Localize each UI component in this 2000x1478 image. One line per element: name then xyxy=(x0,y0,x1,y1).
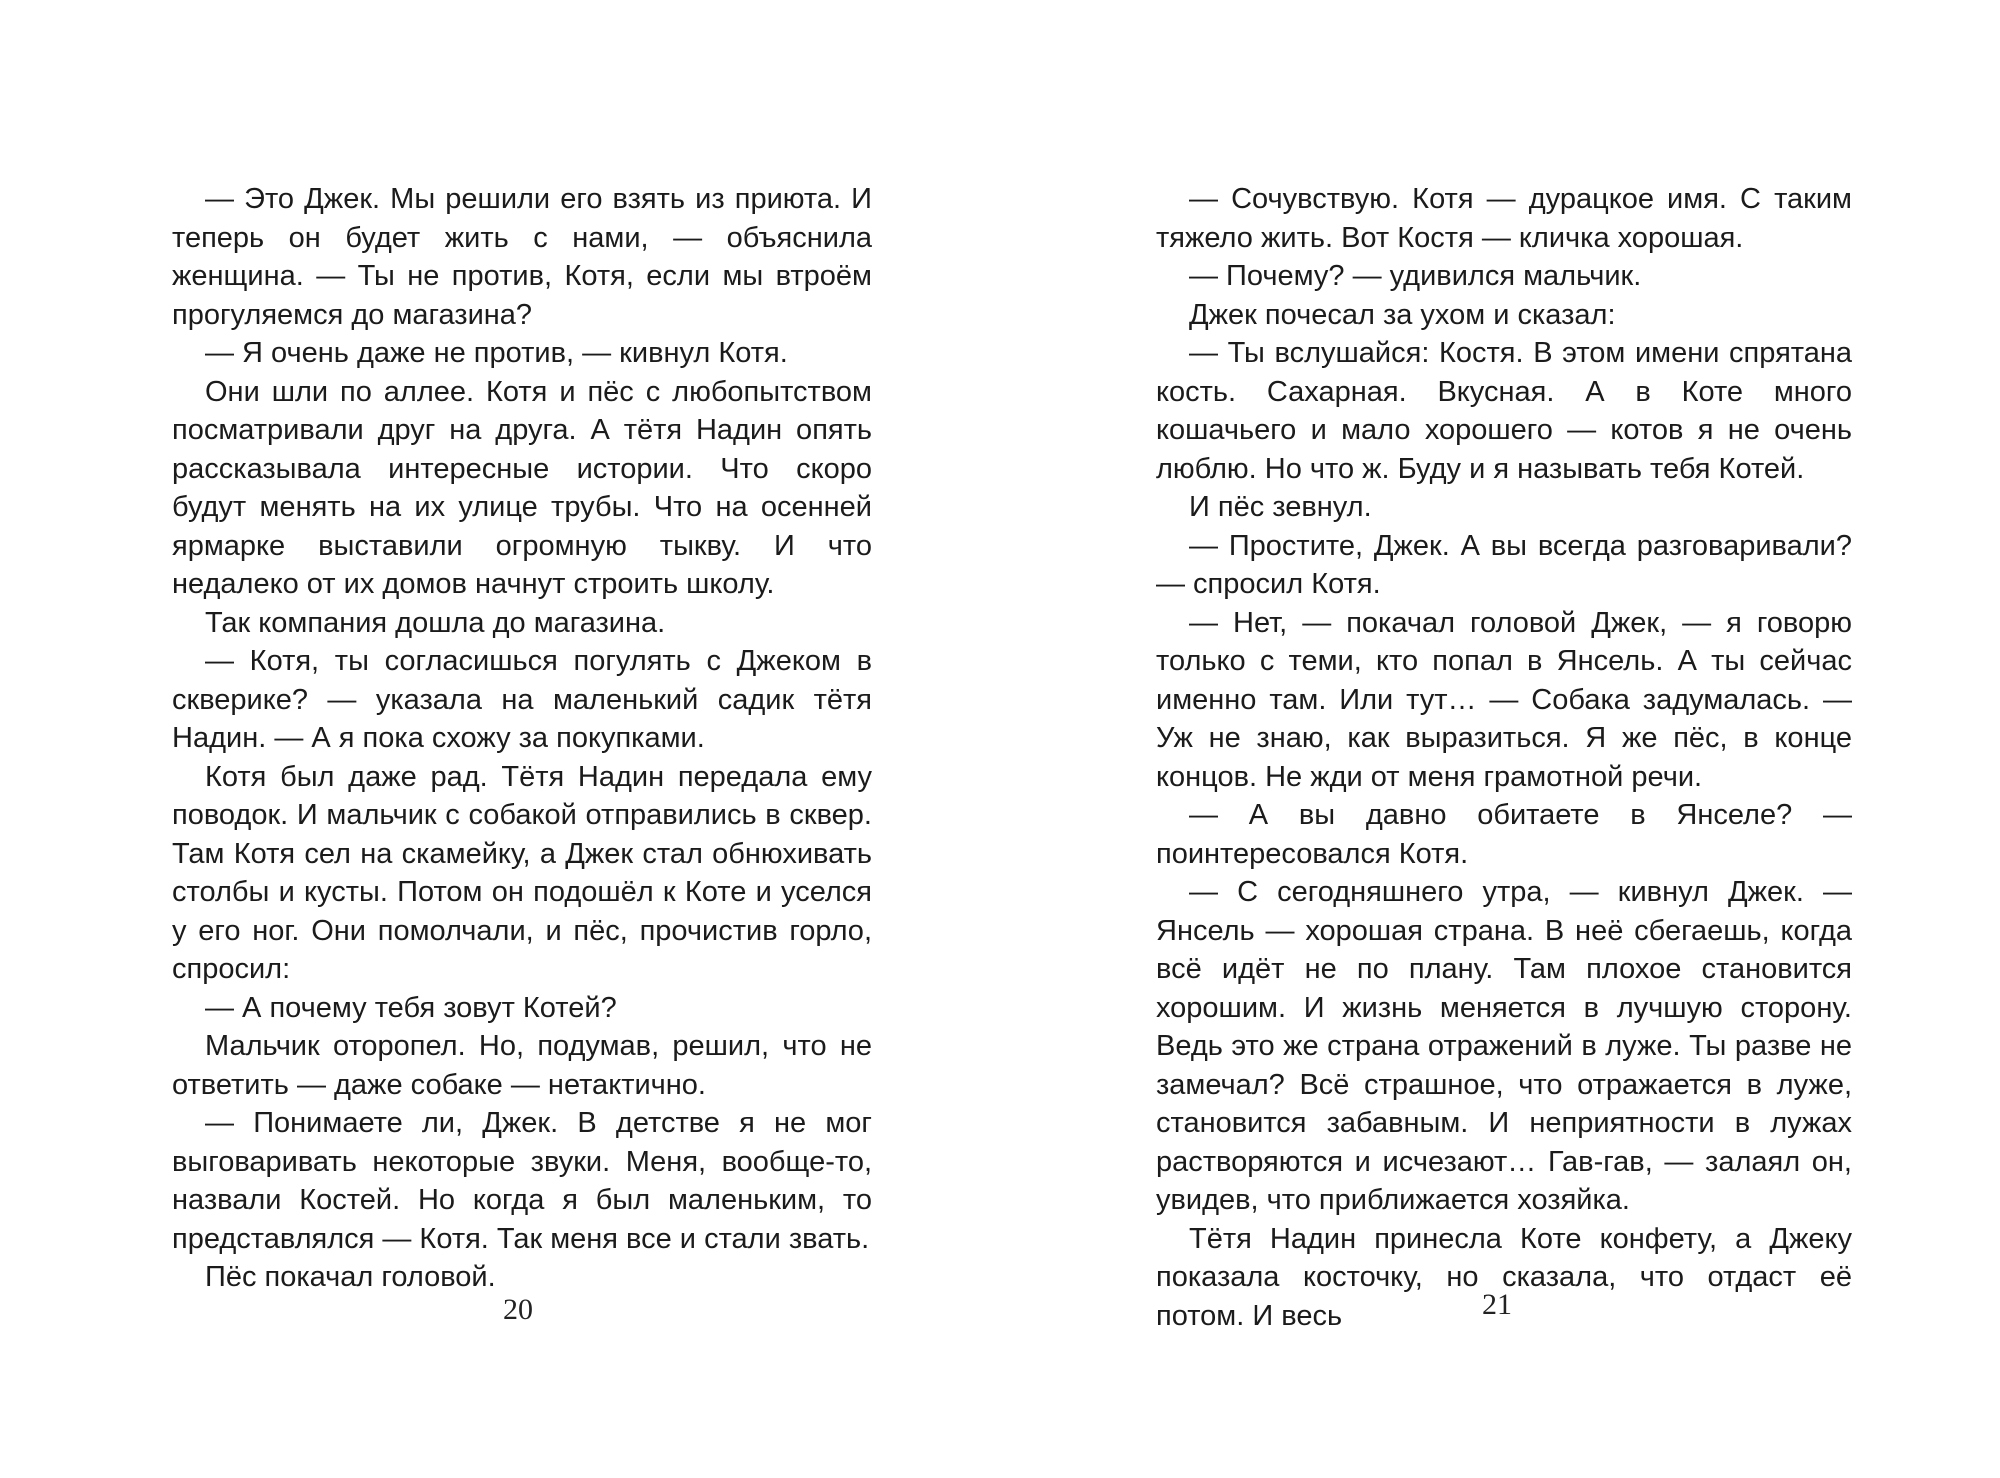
paragraph: — Нет, — покачал головой Джек, — я говорю только с теми, кто попал в Янсель. А ты сейчас именно там. Или тут… — Собака задумалась. — Уж не знаю, как выразиться. Я же пёс, в конце концов. Не жди от меня грамотной речи. xyxy=(1156,606,1852,793)
paragraph: — Котя, ты согласишься погулять с Джеком в скверике? — указала на маленький садик тётя Надин. — А я пока схожу за покупками. xyxy=(172,645,872,754)
paragraph: — Сочувствую. Котя — дурацкое имя. С таким тяжело жить. Вот Костя — кличка хорошая. xyxy=(1156,183,1852,254)
paragraph: Тётя Надин принесла Коте конфету, а Джеку показала косточку, но сказала, что отдаст её потом. И весь xyxy=(1156,1222,1852,1332)
paragraph: — Понимаете ли, Джек. В детстве я не мог выговаривать некоторые звуки. Меня, вообще-то, назвали Костей. Но когда я был маленьким, то представлялся — Котя. Так меня все и стали звать. xyxy=(172,1107,872,1255)
paragraph: Джек почесал за ухом и сказал: xyxy=(1189,298,1616,331)
paragraph: И пёс зевнул. xyxy=(1189,491,1372,523)
paragraph: Пёс покачал головой. xyxy=(205,1261,496,1293)
paragraph: — Почему? — удивился мальчик. xyxy=(1189,260,1642,292)
paragraph: Котя был даже рад. Тётя Надин передала ему поводок. И мальчик с собакой отправились в сквер. Там Котя сел на скамейку, а Джек стал обнюхивать столбы и кусты. Потом он подошёл к Коте и уселся у его ног. Они помолчали, и пёс, прочистив горло, спросил: xyxy=(172,760,872,985)
paragraph: — Ты вслушайся: Костя. В этом имени спрятана кость. Сахарная. Вкусная. А в Коте много кошачьего и мало хорошего — котов я не очень люблю. Но что ж. Буду и я называть тебя Котей. xyxy=(1156,337,1852,485)
page-number: 21 xyxy=(1482,1288,1512,1321)
right-page xyxy=(1000,0,2000,1478)
page-number: 20 xyxy=(503,1293,533,1326)
right-page-text xyxy=(1156,180,1852,1335)
paragraph: — Я очень даже не против, — кивнул Котя. xyxy=(205,337,788,369)
paragraph: — С сегодняшнего утра, — кивнул Джек. — Янсель — хорошая страна. В неё сбегаешь, когда всё идёт не по плану. Там плохое становится хорошим. И жизнь меняется в лучшую сторону. Ведь это же страна отражений в луже. Ты разве не замечал? Всё страшное, что отражается в луже, становится забавным. И неприятности в лужах растворяются и исчезают… Гав-гав, — залаял он, увидев, что приближается хозяйка. xyxy=(1156,876,1852,1216)
paragraph: — Простите, Джек. А вы всегда разговаривали? — спросил Котя. xyxy=(1156,529,1852,600)
paragraph: Мальчик оторопел. Но, подумав, решил, что не ответить — даже собаке — нетактично. xyxy=(172,1030,872,1101)
paragraph: — А почему тебя зовут Котей? xyxy=(205,991,617,1024)
paragraph: Так компания дошла до магазина. xyxy=(205,606,666,639)
left-page-text xyxy=(172,180,872,1297)
paragraph: — А вы давно обитаете в Янселе? — поинтересовался Котя. xyxy=(1156,799,1852,870)
paragraph: — Это Джек. Мы решили его взять из приюта. И теперь он будет жить с нами, — объяснила женщина. — Ты не против, Котя, если мы втроём прогуляемся до магазина? xyxy=(172,183,872,331)
paragraph: Они шли по аллее. Котя и пёс с любопытством посматривали друг на друга. А тётя Надин опять рассказывала интересные истории. Что скоро будут менять на их улице трубы. Что на осенней ярмарке выставили огромную тыкву. И что недалеко от их домов начнут строить школу. xyxy=(172,375,872,600)
